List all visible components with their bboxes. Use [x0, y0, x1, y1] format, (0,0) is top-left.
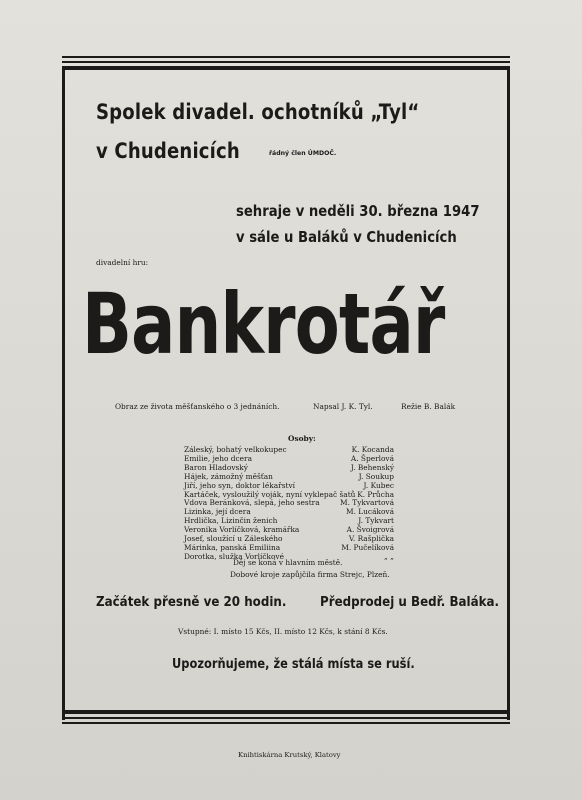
cast-role: Jiří, jeho syn, doktor lékařství	[184, 480, 295, 490]
cast-role: Kartáček, vysloužilý voják, nyní vyklepač šatů	[184, 489, 356, 499]
cast-role: Hájek, zámožný měšťan	[184, 471, 273, 481]
cast-actor: K. Kocanda	[351, 445, 394, 454]
cast-actor: J. Behenský	[350, 462, 394, 472]
play-title: Bankrotář	[82, 275, 445, 373]
bottom-border	[62, 710, 510, 724]
cast-heading: Osoby:	[288, 434, 316, 443]
cast-actor: K. Průcha	[357, 489, 394, 499]
notice: Upozorňujeme, že stálá místa se ruší.	[172, 657, 415, 672]
play-director: Režie B. Balák	[401, 402, 456, 411]
date-line: sehraje v neděli 30. března 1947	[236, 202, 480, 220]
cast-actor: A. Švoigrová	[346, 525, 394, 535]
cast-role: Hrdlička, Lizinčin ženich	[184, 516, 278, 526]
venue-line: v sále u Baláků v Chudenicích	[236, 228, 457, 246]
cast-actor: M. Tykvartová	[340, 498, 394, 508]
cast-actor: M. Pučelíková	[341, 542, 394, 552]
cast-role: Veronika Vorlíčková, kramářka	[184, 525, 300, 535]
play-author: Napsal J. K. Tyl.	[313, 402, 373, 411]
printer: Knihtiskárna Krutský, Klatovy	[238, 751, 341, 759]
cast-role: Dorotka, služka Vorlíčkové	[184, 551, 284, 561]
play-label: divadelní hru:	[96, 258, 149, 267]
cast-role: Lizinka, její dcera	[184, 507, 251, 517]
cast-actor: V. Rašplička	[348, 534, 394, 543]
cast-role: Márinka, panská Emiliina	[184, 542, 281, 552]
cast-actor: „ „	[383, 551, 394, 561]
society-name: Spolek divadel. ochotníků „Tyl“	[96, 100, 420, 124]
cast-role: Josef, sloužící u Záleského	[184, 534, 283, 543]
ticket-prices: Vstupné: I. místo 15 Kčs, II. místo 12 Kčs, k stání 8 Kčs.	[178, 627, 388, 636]
cast-role: Vdova Beránková, slepá, jeho sestra	[184, 498, 320, 508]
cast-role: Emilie, jeho dcera	[184, 453, 252, 463]
left-border	[62, 70, 65, 720]
costume-note: Dobové kroje zapůjčila firma Strejc, Plzeň.	[230, 570, 390, 579]
play-subtitle: Obraz ze života měšťanského o 3 jednáních.	[115, 402, 280, 411]
cast-actor: M. Lucáková	[346, 507, 394, 517]
cast-role: Baron Hladovský	[184, 462, 248, 472]
setting-note: Děj se koná v hlavním městě.	[233, 558, 343, 567]
cast-actor: J. Kubec	[363, 480, 394, 490]
cast-actor: J. Tykvart	[358, 516, 394, 526]
member-note: řádný člen ÚMDOČ.	[269, 150, 337, 157]
presale: Předprodej u Bedř. Baláka.	[320, 594, 500, 610]
start-time: Začátek přesně ve 20 hodin.	[96, 594, 287, 610]
society-town: v Chudenicích	[96, 139, 240, 163]
cast-actor: J. Soukup	[358, 471, 394, 481]
cast-role: Záleský, bohatý velkokupec	[184, 445, 287, 454]
right-border	[507, 70, 510, 720]
top-border	[62, 56, 510, 70]
cast-actor: A. Šperlová	[350, 453, 394, 463]
